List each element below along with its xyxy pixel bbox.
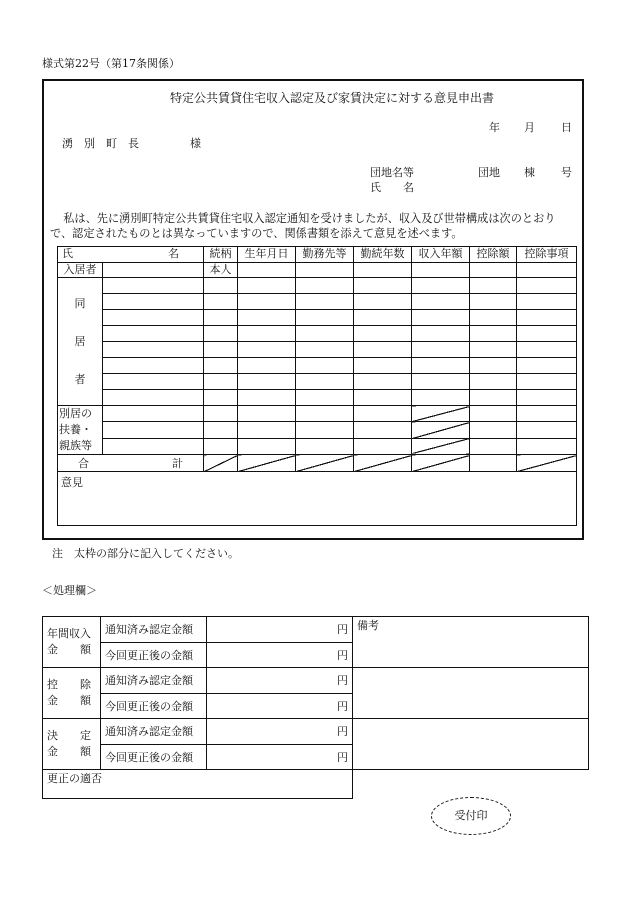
table-cell-crossed	[296, 455, 354, 472]
table-cell[interactable]	[204, 422, 238, 438]
table-row	[58, 294, 577, 310]
cohabitant-label	[58, 278, 103, 406]
annual-income-label: 年間収入 金 額	[43, 617, 101, 668]
table-cell[interactable]	[238, 326, 296, 342]
decision-label: 決 定 金 額	[43, 719, 101, 770]
header-birthdate: 生年月日	[238, 247, 296, 263]
body-text-line2: で、認定されたものとは異なっていますので、関係書類を添えて意見を述べます。	[50, 227, 463, 240]
addressee-name: 湧 別 町 長	[62, 137, 139, 150]
revised-label: 今回更正後の金額	[101, 744, 207, 770]
revised-label: 今回更正後の金額	[101, 693, 207, 719]
table-cell[interactable]	[103, 406, 204, 422]
separate-line-3: 親族等	[59, 439, 92, 452]
addressee-honorific: 様	[190, 137, 201, 150]
household-table	[57, 246, 577, 278]
correction-label: 更正の適否	[47, 772, 102, 785]
table-row	[58, 438, 577, 454]
table-cell[interactable]	[103, 358, 204, 374]
table-cell[interactable]	[354, 422, 412, 438]
table-cell[interactable]	[470, 406, 517, 422]
table-cell-crossed	[517, 455, 577, 472]
complex-label: 団地名等	[370, 166, 414, 179]
yen-cell[interactable]	[207, 668, 353, 694]
header-relation: 続柄	[204, 247, 238, 263]
table-cell-crossed	[354, 455, 412, 472]
table-cell[interactable]	[412, 294, 470, 310]
table-cell[interactable]	[103, 278, 204, 294]
notified-label: 通知済み認定金額	[101, 668, 207, 694]
table-cell[interactable]	[204, 438, 238, 454]
header-deduction-items: 控除事項	[517, 247, 577, 263]
table-cell[interactable]	[103, 422, 204, 438]
table-cell[interactable]	[296, 310, 354, 326]
table-cell[interactable]	[470, 374, 517, 390]
table-cell[interactable]	[238, 390, 296, 406]
reception-stamp: 受付印	[431, 797, 511, 835]
table-cell[interactable]	[296, 278, 354, 294]
table-cell-crossed	[412, 406, 470, 422]
table-cell[interactable]	[517, 358, 577, 374]
cohabitant-char-1: 同	[74, 296, 86, 310]
table-cell[interactable]	[103, 294, 204, 310]
table-cell[interactable]	[470, 438, 517, 454]
table-cell[interactable]	[103, 390, 204, 406]
remarks-cell-3[interactable]	[353, 719, 589, 770]
empty-cell	[353, 770, 589, 799]
household-body	[57, 277, 577, 526]
table-cell[interactable]	[517, 406, 577, 422]
table-cell[interactable]	[238, 294, 296, 310]
header-name	[58, 247, 204, 263]
table-cell[interactable]	[296, 326, 354, 342]
table-cell[interactable]	[238, 358, 296, 374]
table-cell[interactable]	[238, 342, 296, 358]
table-cell[interactable]	[354, 438, 412, 454]
table-cell[interactable]	[296, 390, 354, 406]
table-cell-crossed	[412, 422, 470, 438]
table-cell[interactable]	[412, 310, 470, 326]
table-row	[58, 406, 577, 422]
processing-row	[43, 719, 589, 745]
header-name-right: 名	[168, 247, 179, 261]
total-label-right: 計	[172, 457, 183, 470]
table-cell[interactable]	[296, 262, 354, 278]
table-cell[interactable]	[517, 262, 577, 278]
yen-unit: 円	[337, 725, 348, 739]
table-row	[58, 422, 577, 438]
form-title: 特定公共賃貸住宅収入認定及び家賃決定に対する意見申出書	[170, 91, 495, 105]
notified-label: 通知済み認定金額	[101, 617, 207, 643]
table-cell[interactable]	[296, 438, 354, 454]
table-cell[interactable]	[354, 358, 412, 374]
table-cell[interactable]	[238, 406, 296, 422]
table-cell[interactable]	[470, 326, 517, 342]
resident-relation: 本人	[204, 262, 238, 278]
table-cell[interactable]	[354, 374, 412, 390]
total-label-left: 合	[78, 457, 89, 470]
processing-title: ＜処理欄＞	[42, 584, 97, 597]
table-cell[interactable]	[354, 262, 412, 278]
cohabitant-char-2: 居	[74, 334, 86, 348]
table-cell[interactable]	[296, 358, 354, 374]
table-cell[interactable]	[103, 438, 204, 454]
yen-cell[interactable]	[207, 744, 353, 770]
table-cell[interactable]	[204, 406, 238, 422]
yen-unit: 円	[337, 623, 348, 637]
yen-cell[interactable]	[207, 719, 353, 745]
remarks-cell[interactable]	[353, 617, 589, 668]
table-cell[interactable]	[470, 278, 517, 294]
table-row	[58, 390, 577, 406]
table-cell[interactable]	[238, 278, 296, 294]
processing-table	[42, 616, 589, 799]
total-row	[58, 455, 577, 472]
table-cell[interactable]	[238, 374, 296, 390]
table-row	[58, 262, 577, 278]
table-cell[interactable]	[238, 438, 296, 454]
table-cell[interactable]	[354, 326, 412, 342]
table-cell[interactable]	[103, 310, 204, 326]
complex-suffix: 団地	[478, 166, 500, 179]
table-cell[interactable]	[470, 342, 517, 358]
table-cell[interactable]	[354, 406, 412, 422]
table-cell[interactable]	[517, 342, 577, 358]
table-cell[interactable]	[204, 310, 238, 326]
table-cell[interactable]	[296, 342, 354, 358]
separate-line-2: 扶養・	[59, 423, 92, 436]
table-cell[interactable]	[296, 294, 354, 310]
table-cell[interactable]	[354, 390, 412, 406]
date-year: 年	[489, 121, 500, 134]
processing-row	[43, 617, 589, 643]
table-row	[58, 310, 577, 326]
table-cell[interactable]	[517, 374, 577, 390]
table-cell[interactable]	[103, 342, 204, 358]
opinion-label: 意見	[61, 476, 83, 489]
table-cell[interactable]	[204, 294, 238, 310]
table-cell[interactable]	[204, 278, 238, 294]
correction-cell[interactable]	[43, 770, 353, 799]
table-cell[interactable]	[103, 326, 204, 342]
header-employer: 勤務先等	[296, 247, 354, 263]
table-cell[interactable]	[354, 294, 412, 310]
total-label	[58, 455, 204, 472]
table-cell[interactable]	[204, 342, 238, 358]
table-row	[58, 326, 577, 342]
table-cell[interactable]	[470, 310, 517, 326]
table-cell[interactable]	[517, 326, 577, 342]
yen-cell[interactable]	[207, 693, 353, 719]
processing-row	[43, 770, 589, 799]
opinion-cell[interactable]	[58, 472, 577, 526]
table-cell[interactable]	[204, 326, 238, 342]
table-cell[interactable]	[296, 374, 354, 390]
table-cell[interactable]	[204, 374, 238, 390]
table-cell[interactable]	[412, 358, 470, 374]
remarks-label: 備考	[357, 619, 379, 632]
cohabitant-char-3: 者	[74, 372, 86, 386]
header-name-left: 氏	[62, 247, 73, 261]
date-month: 月	[524, 121, 535, 134]
header-annual-income: 収入年額	[412, 247, 470, 263]
yen-unit: 円	[337, 674, 348, 688]
table-header-row	[58, 247, 577, 263]
yen-cell[interactable]	[207, 617, 353, 643]
deduction-label: 控 除 金 額	[43, 668, 101, 719]
opinion-row	[58, 472, 577, 526]
table-cell[interactable]	[470, 358, 517, 374]
table-cell[interactable]	[354, 278, 412, 294]
table-row	[58, 374, 577, 390]
separate-label	[58, 406, 103, 455]
table-cell[interactable]	[470, 455, 517, 472]
table-cell[interactable]	[412, 326, 470, 342]
table-cell[interactable]	[517, 438, 577, 454]
yen-cell[interactable]	[207, 642, 353, 668]
table-cell[interactable]	[412, 262, 470, 278]
table-cell-crossed	[204, 455, 238, 472]
header-deduction: 控除額	[470, 247, 517, 263]
notified-label: 通知済み認定金額	[101, 719, 207, 745]
table-cell-crossed	[412, 455, 470, 472]
table-cell[interactable]	[517, 422, 577, 438]
table-cell[interactable]	[354, 342, 412, 358]
table-row	[58, 358, 577, 374]
resident-label: 入居者	[58, 263, 103, 278]
table-cell[interactable]	[412, 278, 470, 294]
table-cell[interactable]	[103, 374, 204, 390]
table-cell[interactable]	[296, 406, 354, 422]
building-suffix: 棟	[524, 166, 535, 179]
yen-unit: 円	[337, 648, 348, 662]
table-cell[interactable]	[238, 310, 296, 326]
yen-unit: 円	[337, 699, 348, 713]
table-row	[58, 278, 577, 294]
table-cell[interactable]	[470, 294, 517, 310]
table-cell[interactable]	[470, 390, 517, 406]
table-cell-crossed	[238, 455, 296, 472]
table-cell[interactable]	[412, 374, 470, 390]
header-years-employed: 勤続年数	[354, 247, 412, 263]
table-cell[interactable]	[238, 262, 296, 278]
table-cell[interactable]	[204, 390, 238, 406]
table-cell[interactable]	[517, 310, 577, 326]
remarks-cell-2[interactable]	[353, 668, 589, 719]
table-cell[interactable]	[296, 422, 354, 438]
table-cell[interactable]	[517, 294, 577, 310]
table-cell[interactable]	[412, 342, 470, 358]
table-cell[interactable]	[412, 390, 470, 406]
table-cell[interactable]	[354, 310, 412, 326]
table-row	[58, 342, 577, 358]
resident-cell	[58, 262, 204, 278]
fill-note: 注 太枠の部分に記入してください。	[52, 547, 239, 560]
table-cell[interactable]	[517, 278, 577, 294]
revised-label: 今回更正後の金額	[101, 642, 207, 668]
table-cell[interactable]	[470, 422, 517, 438]
date-day: 日	[561, 121, 572, 134]
applicant-name-label: 氏 名	[370, 181, 414, 194]
table-cell[interactable]	[517, 390, 577, 406]
form-number: 様式第22号（第17条関係）	[42, 57, 180, 70]
number-suffix: 号	[561, 166, 572, 179]
processing-row	[43, 668, 589, 694]
yen-unit: 円	[337, 750, 348, 764]
table-cell[interactable]	[238, 422, 296, 438]
table-cell[interactable]	[204, 358, 238, 374]
table-cell-crossed	[412, 438, 470, 454]
body-text-line1: 私は、先に湧別町特定公共賃貸住宅収入認定通知を受けましたが、収入及び世帯構成は次のとおり	[52, 212, 556, 225]
separate-line-1: 別居の	[59, 407, 92, 420]
table-cell[interactable]	[470, 262, 517, 278]
